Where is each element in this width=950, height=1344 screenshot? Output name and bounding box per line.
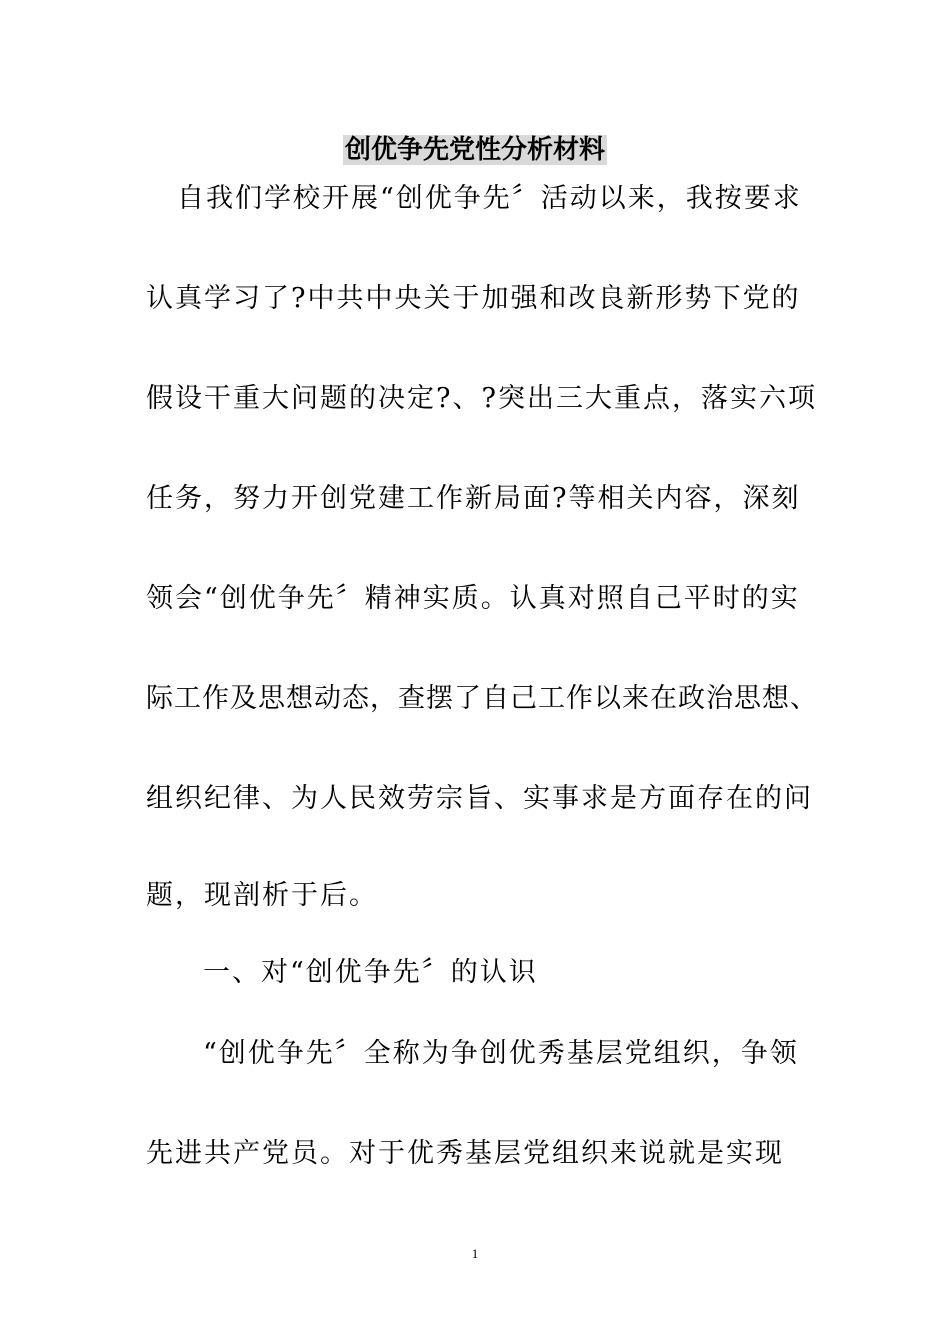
paragraph-line: 任务，努力开创党建工作新局面?等相关内容，深刻 (146, 483, 801, 514)
section-heading: 一、对“创优争先〞的认识 (203, 957, 538, 988)
paragraph-line: 际工作及思想动态，查摆了自己工作以来在政治思想、 (146, 683, 818, 714)
paragraph-line: 假设干重大问题的决定?、?突出三大重点，落实六项 (146, 383, 817, 414)
paragraph-line: 自我们学校开展“创优争先〞活动以来，我按要求 (177, 183, 802, 214)
paragraph-line: 认真学习了?中共中央关于加强和改良新形势下党的 (146, 283, 801, 314)
paragraph-line: 领会“创优争先〞精神实质。认真对照自己平时的实 (146, 583, 800, 614)
paragraph-line: 题，现剖析于后。 (146, 880, 378, 911)
page-title (0, 132, 950, 168)
paragraph-line: 先进共产党员。对于优秀基层党组织来说就是实现 (146, 1138, 784, 1169)
paragraph-line: “创优争先〞全称为争创优秀基层党组织，争领 (203, 1038, 799, 1069)
page-title-text: 创优争先党性分析材料 (344, 135, 605, 165)
page-number: 1 (471, 1246, 479, 1261)
paragraph-line: 组织纪律、为人民效劳宗旨、实事求是方面存在的问 (146, 783, 813, 814)
